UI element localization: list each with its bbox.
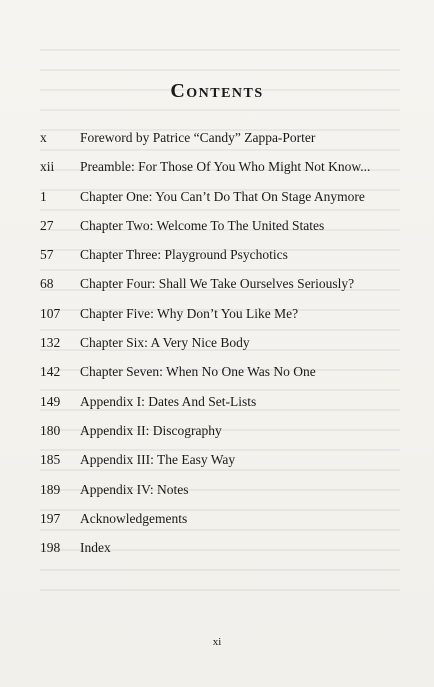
toc-entry-title: Appendix IV: Notes xyxy=(80,481,189,497)
toc-entry xyxy=(40,211,400,240)
toc-page-number: 198 xyxy=(40,540,61,556)
toc-entry xyxy=(40,299,400,328)
toc-entry-title: Acknowledgements xyxy=(80,510,188,526)
toc-page-number: xii xyxy=(40,159,55,175)
toc-page-number: 149 xyxy=(40,393,61,409)
toc-entry-title: Foreword by Patrice “Candy” Zappa-Porter xyxy=(80,130,316,145)
toc-page-number: 185 xyxy=(40,452,61,468)
toc-entry xyxy=(40,357,400,386)
toc-entry xyxy=(40,240,400,269)
toc-entry-title: Index xyxy=(80,540,111,556)
toc-entry-title: Appendix I: Dates And Set-Lists xyxy=(80,393,257,409)
toc-entry xyxy=(40,152,400,181)
toc-entry xyxy=(40,328,400,357)
table-of-contents xyxy=(40,123,400,562)
toc-entry xyxy=(40,475,400,504)
toc-entry xyxy=(40,416,400,445)
toc-entry-title: Chapter Three: Playground Psychotics xyxy=(80,247,288,263)
toc-page-number: 197 xyxy=(40,510,61,526)
page-folio: xi xyxy=(212,636,222,648)
toc-entry-title: Chapter Five: Why Don’t You Like Me? xyxy=(80,305,299,321)
toc-page-number: 142 xyxy=(40,364,61,380)
toc-entry-title: Chapter Four: Shall We Take Ourselves Seriously? xyxy=(80,276,355,292)
toc-page-number: 68 xyxy=(40,276,54,292)
toc-entry-title: Appendix II: Discography xyxy=(80,422,222,438)
toc-entry xyxy=(40,387,400,416)
toc-entry xyxy=(40,533,400,562)
toc-page-number: 107 xyxy=(40,305,61,321)
toc-entry xyxy=(40,504,400,533)
toc-entry xyxy=(40,123,400,152)
toc-entry-title: Chapter Seven: When No One Was No One xyxy=(80,364,316,380)
toc-entry xyxy=(40,445,400,474)
toc-page-number: 57 xyxy=(40,247,54,263)
toc-page-number: 189 xyxy=(40,481,61,497)
toc-entry-title: Chapter Two: Welcome To The United States xyxy=(80,217,325,233)
toc-page-number: 180 xyxy=(40,422,61,438)
toc-page-number: 1 xyxy=(40,188,47,204)
toc-entry xyxy=(40,269,400,298)
toc-entry-title: Preamble: For Those Of You Who Might Not Know... xyxy=(80,159,371,175)
toc-entry-title: Chapter Six: A Very Nice Body xyxy=(80,335,250,351)
contents-heading: Contents xyxy=(170,80,264,102)
toc-page-number: 27 xyxy=(40,217,54,233)
toc-entry xyxy=(40,182,400,211)
toc-entry-title: Chapter One: You Can’t Do That On Stage Anymore xyxy=(80,188,365,204)
toc-page-number: 132 xyxy=(40,335,61,351)
toc-page-number: x xyxy=(40,130,47,145)
toc-entry-title: Appendix III: The Easy Way xyxy=(80,452,236,468)
